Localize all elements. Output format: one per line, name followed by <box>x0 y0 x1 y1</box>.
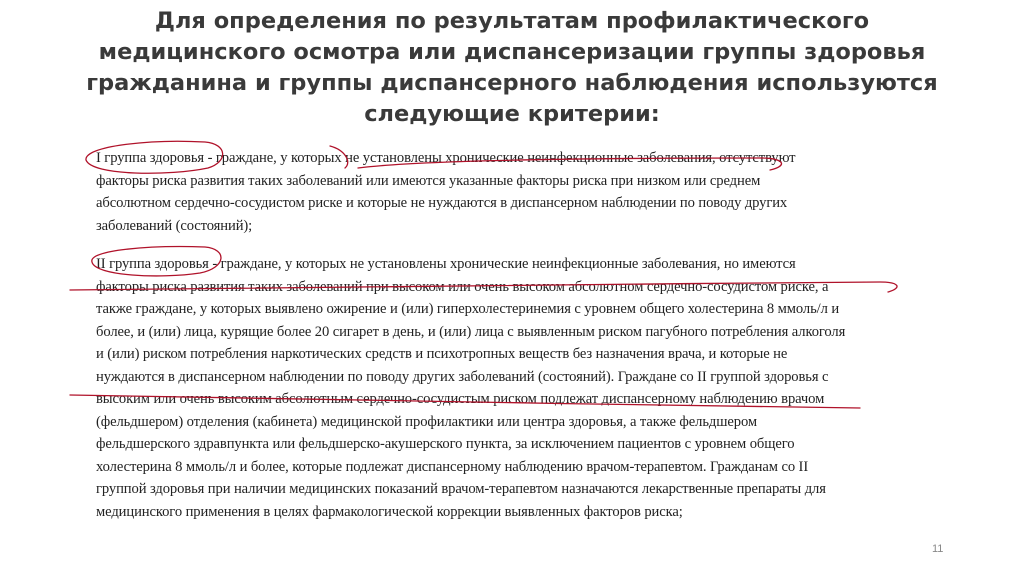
paragraph-group-2 <box>96 253 936 523</box>
text-line: и (или) риском потребления наркотических средств и психотропных веществ без назначения врача, и которые не <box>96 346 788 362</box>
text-line: факторы риска развития таких заболеваний или имеются указанные факторы риска при низком или среднем <box>96 172 761 189</box>
text-line: холестерина 8 ммоль/л и более, которые подлежат диспансерному наблюдению врачом-терапевтом. Гражданам со II <box>96 458 809 475</box>
text-line: медицинского применения в целях фармакологической коррекции выявленных факторов риска; <box>96 503 683 520</box>
title-line: медицинского осмотра или диспансеризации группы здоровья <box>98 39 926 65</box>
page-number: 11 <box>932 543 944 555</box>
text-line: факторы риска развития таких заболеваний при высоком или очень высоком абсолютном сердечно-сосудистом риске, а <box>96 278 829 295</box>
paragraph-group-1 <box>96 147 936 237</box>
text-line: нуждаются в диспансерном наблюдении по поводу других заболеваний (состояний). Граждане со II группой здоровья с <box>96 368 829 385</box>
text-line: I группа здоровья - граждане, у которых не установлены хронические неинфекционные заболевания, отсутствуют <box>96 150 796 166</box>
text-line: заболеваний (состояний); <box>96 217 253 234</box>
title-line: Для определения по результатам профилактического <box>154 8 870 34</box>
title-line: следующие критерии: <box>364 101 660 127</box>
text-line: II группа здоровья - граждане, у которых не установлены хронические неинфекционные заболевания, но имеются <box>96 256 796 272</box>
text-line: также граждане, у которых выявлено ожирение и (или) гиперхолестеринемия с уровнем общего холестерина 8 ммоль/л и <box>96 301 840 317</box>
title-line: гражданина и группы диспансерного наблюдения используются <box>86 70 938 96</box>
text-line: (фельдшером) отделения (кабинета) медицинской профилактики или центра здоровья, а также фельдшером <box>96 413 757 430</box>
text-line: более, и (или) лица, курящие более 20 сигарет в день, и (или) лица с выявленным риском пагубного потребления алкоголя <box>96 323 846 340</box>
document-scan <box>96 147 936 523</box>
slide-title <box>60 6 964 130</box>
text-line: группой здоровья при наличии медицинских показаний врачом-терапевтом назначаются лекарственные препараты для <box>96 481 826 497</box>
text-line: абсолютном сердечно-сосудистом риске и которые не нуждаются в диспансерном наблюдении по поводу других <box>96 195 788 211</box>
text-line: высоким или очень высоким абсолютным сердечно-сосудистым риском подлежат диспансерному наблюдению врачом <box>96 391 825 407</box>
text-line: фельдшерского здравпункта или фельдшерско-акушерского пункта, за исключением пациентов с уровнем общего <box>96 436 795 452</box>
